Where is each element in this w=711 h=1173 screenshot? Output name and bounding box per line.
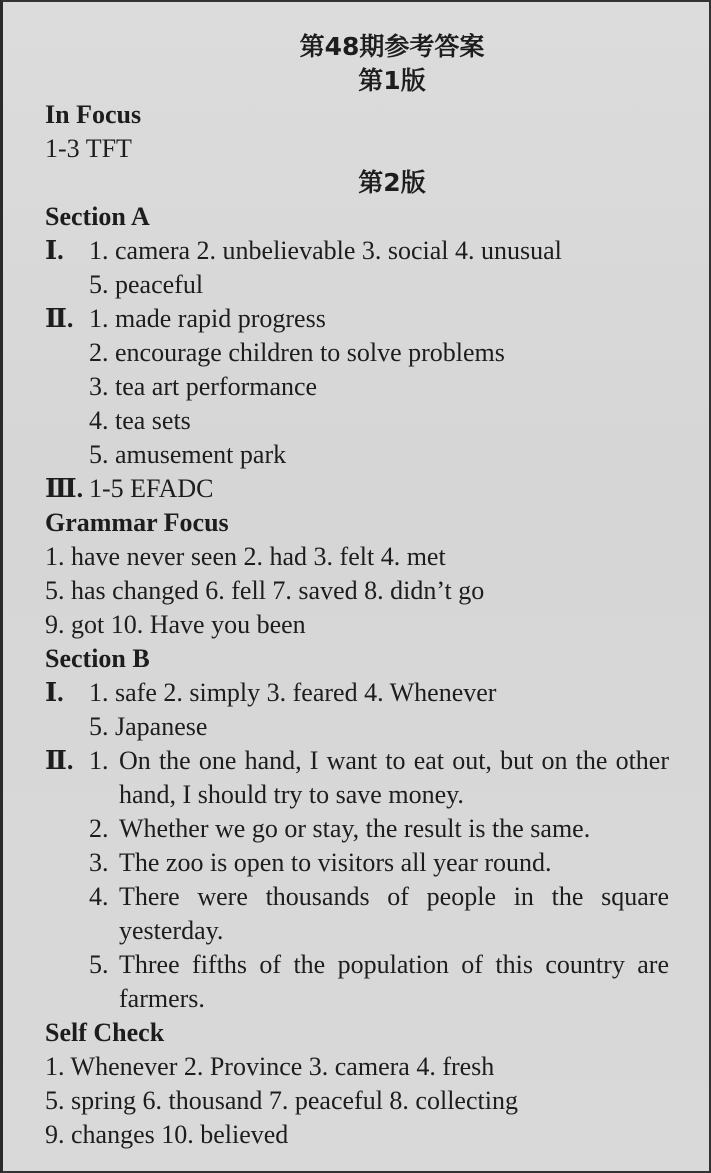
item-text: On the one hand, I want to eat out, but on the other hand, I should try to save money. [119,746,669,809]
grammar-focus-line: 1. have never seen 2. had 3. felt 4. met [45,542,446,571]
section-b-part2-item1 [45,744,669,812]
section-b-part2-item3 [45,846,669,880]
section-b-part1-line1 [45,676,669,710]
self-check-line: 1. Whenever 2. Province 3. camera 4. fresh [45,1052,495,1081]
section-a-part2-item1 [45,302,669,336]
list-item: 2. encourage children to solve problems [89,338,505,367]
section-b-part1-line2: 5. Japanese [89,712,208,741]
list-item: 1. made rapid progress [89,304,326,333]
item-text: The zoo is open to visitors all year round. [119,848,552,877]
grammar-focus-line: 9. got 10. Have you been [45,610,306,639]
section-a-part1-answers: 1. camera 2. unbelievable 3. social 4. unusual [89,236,562,265]
section-b-part1-answers: 1. safe 2. simply 3. feared 4. Whenever [89,678,497,707]
section-b-part2-item4 [45,880,669,948]
self-check-line: 5. spring 6. thousand 7. peaceful 8. collecting [45,1086,518,1115]
section-a-part3-answer: 1-5 EFADC [89,474,214,503]
roman-numeral-1: Ⅰ. [45,236,64,265]
section-a-part3 [45,472,669,506]
list-item: 4. tea sets [89,406,191,435]
item-text: Three fifths of the population of this country are farmers. [119,950,669,1013]
self-check-line: 9. changes 10. believed [45,1120,289,1149]
in-focus-heading: In Focus [45,100,142,129]
grammar-focus-line: 5. has changed 6. fell 7. saved 8. didn’t go [45,576,485,605]
page1-heading: 第1版 [358,66,426,95]
list-item: 5. amusement park [89,440,287,469]
roman-numeral-2: Ⅱ. [45,304,74,333]
section-b-part2-item5 [45,948,669,1016]
section-b-part2-item2 [45,812,669,846]
section-b-heading: Section B [45,644,150,673]
item-number: 3. [89,848,109,877]
item-number: 4. [89,882,109,911]
item-text: Whether we go or stay, the result is the same. [119,814,591,843]
item-text: There were thousands of people in the square yesterday. [119,882,669,945]
item-number: 5. [89,950,109,979]
roman-numeral-1: Ⅰ. [45,678,64,707]
in-focus-answer: 1-3 TFT [45,134,132,163]
grammar-focus-heading: Grammar Focus [45,508,229,537]
section-a-part1-line2: 5. peaceful [89,270,204,299]
roman-numeral-3: Ⅲ. [45,474,84,503]
document-title: 第48期参考答案 [299,32,485,61]
page2-heading: 第2版 [358,168,426,197]
section-a-part1-line1 [45,234,669,268]
item-number: 2. [89,814,109,843]
list-item: 3. tea art performance [89,372,318,401]
section-a-heading: Section A [45,202,150,231]
roman-numeral-2: Ⅱ. [45,746,74,775]
self-check-heading: Self Check [45,1018,165,1047]
item-number: 1. [89,746,109,775]
